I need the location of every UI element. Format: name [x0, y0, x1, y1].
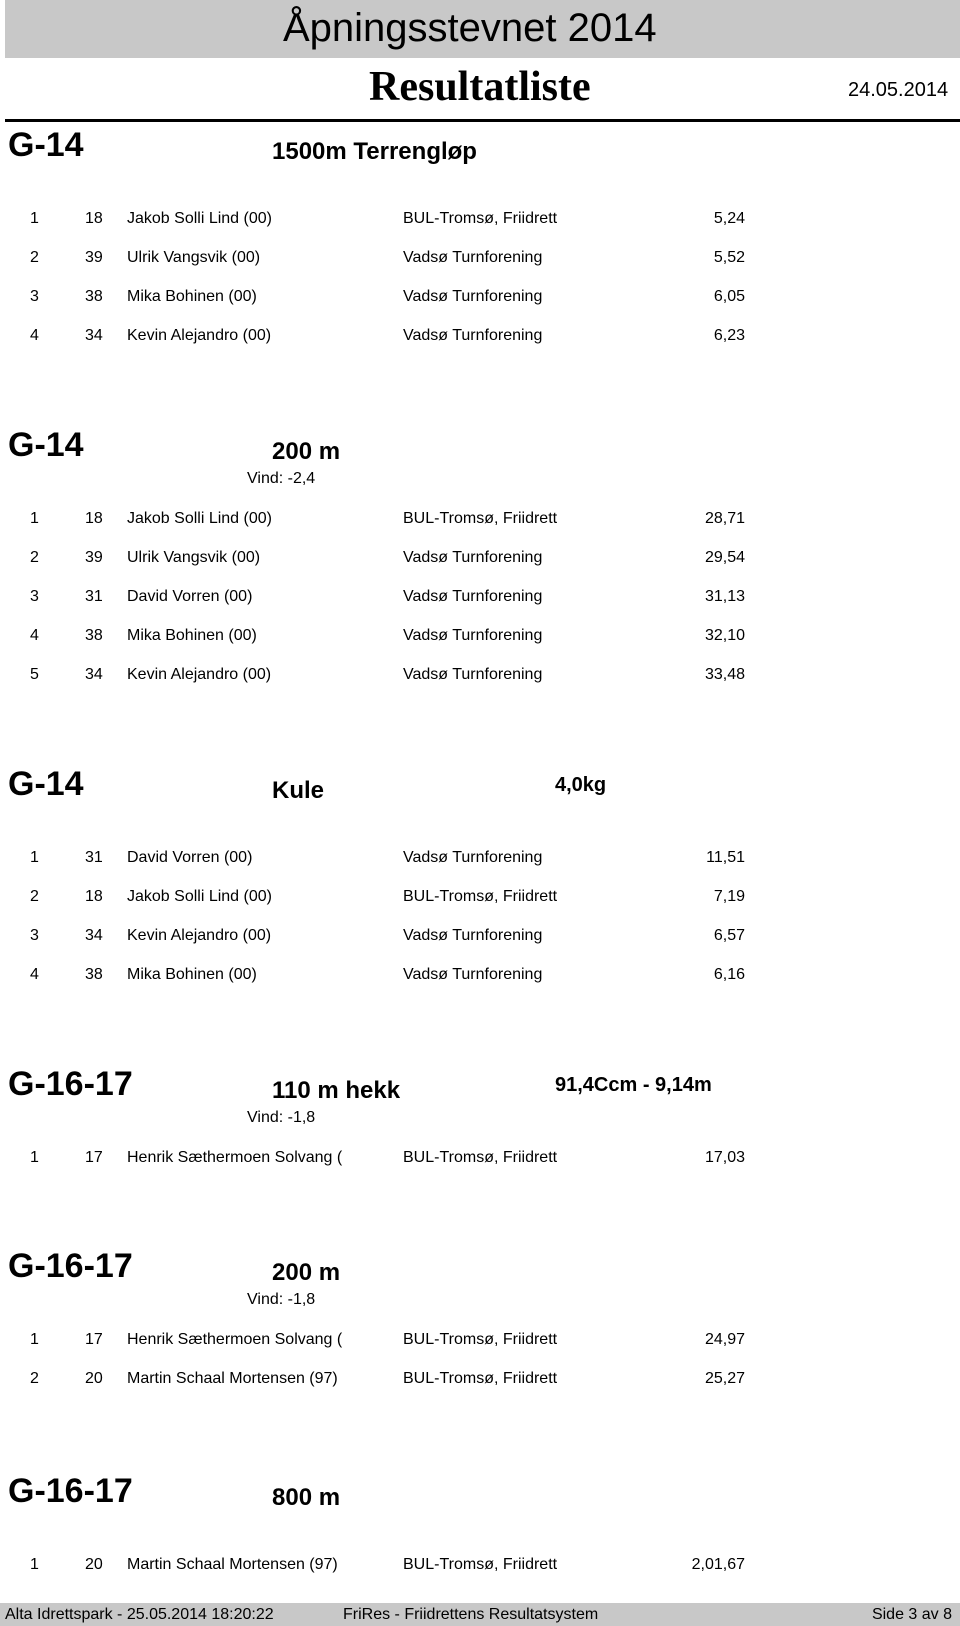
class-label: G-14	[8, 126, 84, 164]
club-name: Vadsø Turnforening	[403, 288, 543, 305]
club-name: Vadsø Turnforening	[403, 966, 543, 983]
athlete-name: Jakob Solli Lind (00)	[127, 888, 272, 905]
club-name: Vadsø Turnforening	[403, 927, 543, 944]
club-name: BUL-Tromsø, Friidrett	[403, 1331, 558, 1348]
athlete-name: Henrik Sæthermoen Solvang (	[127, 1331, 343, 1348]
document-title: Resultatliste	[369, 64, 591, 110]
bib-number: 18	[85, 210, 103, 227]
bib-number: 34	[85, 666, 103, 683]
athlete-name: Kevin Alejandro (00)	[127, 327, 272, 344]
bib-number: 18	[85, 510, 103, 527]
result-row	[0, 1554, 960, 1576]
result-row	[0, 586, 960, 608]
club-name: Vadsø Turnforening	[403, 666, 543, 683]
footer-bar	[0, 1603, 960, 1626]
footer-venue: Alta Idrettspark - 25.05.2014 18:20:22	[5, 1606, 274, 1623]
event-name: 1500m Terrengløp	[272, 138, 477, 165]
athlete-name: Mika Bohinen (00)	[127, 627, 257, 644]
club-name: Vadsø Turnforening	[403, 627, 543, 644]
bib-number: 39	[85, 549, 103, 566]
place: 3	[30, 288, 39, 305]
event-name: 200 m	[272, 438, 341, 465]
result-value: 6,23	[713, 327, 745, 344]
athlete-name: Jakob Solli Lind (00)	[127, 510, 272, 527]
athlete-name: Jakob Solli Lind (00)	[127, 210, 272, 227]
wind-reading: Vind: -2,4	[247, 470, 316, 487]
place: 5	[30, 666, 39, 683]
place: 4	[30, 327, 39, 344]
class-label: G-16-17	[8, 1065, 133, 1103]
place: 1	[30, 1331, 39, 1348]
place: 3	[30, 588, 39, 605]
place: 1	[30, 210, 39, 227]
place: 2	[30, 888, 39, 905]
athlete-name: Kevin Alejandro (00)	[127, 927, 272, 944]
result-value: 5,24	[713, 210, 745, 227]
result-row	[0, 847, 960, 869]
result-row	[0, 208, 960, 230]
class-label: G-16-17	[8, 1472, 133, 1510]
result-value: 6,16	[713, 966, 745, 983]
result-value: 6,57	[713, 927, 745, 944]
place: 3	[30, 927, 39, 944]
club-name: BUL-Tromsø, Friidrett	[403, 510, 558, 527]
result-value: 7,19	[713, 888, 745, 905]
place: 2	[30, 549, 39, 566]
result-row	[0, 508, 960, 530]
result-value: 17,03	[704, 1149, 745, 1166]
event-name: 200 m	[272, 1259, 341, 1286]
athlete-name: Ulrik Vangsvik (00)	[127, 249, 261, 266]
result-value: 5,52	[713, 249, 745, 266]
bib-number: 17	[85, 1331, 103, 1348]
place: 4	[30, 966, 39, 983]
result-value: 24,97	[704, 1331, 745, 1348]
result-value: 6,05	[713, 288, 745, 305]
result-value: 25,27	[704, 1370, 745, 1387]
bib-number: 38	[85, 627, 103, 644]
footer-page-number: Side 3 av 8	[871, 1606, 952, 1623]
club-name: Vadsø Turnforening	[403, 249, 543, 266]
class-label: G-14	[8, 765, 84, 803]
bib-number: 17	[85, 1149, 103, 1166]
event-name: Kule	[272, 777, 325, 804]
place: 4	[30, 627, 39, 644]
club-name: BUL-Tromsø, Friidrett	[403, 210, 558, 227]
result-value: 29,54	[704, 549, 745, 566]
event-name: 110 m hekk	[272, 1077, 401, 1104]
result-value: 32,10	[704, 627, 745, 644]
event-name: 800 m	[272, 1484, 341, 1511]
bib-number: 20	[85, 1370, 103, 1387]
bib-number: 34	[85, 327, 103, 344]
place: 1	[30, 849, 39, 866]
place: 2	[30, 249, 39, 266]
document-date: 24.05.2014	[848, 79, 949, 101]
result-row	[0, 625, 960, 647]
place: 1	[30, 1149, 39, 1166]
class-label: G-14	[8, 426, 84, 464]
result-row	[0, 286, 960, 308]
wind-reading: Vind: -1,8	[247, 1109, 316, 1126]
athlete-name: Mika Bohinen (00)	[127, 966, 257, 983]
bib-number: 18	[85, 888, 103, 905]
athlete-name: Mika Bohinen (00)	[127, 288, 257, 305]
athlete-name: David Vorren (00)	[127, 849, 253, 866]
bib-number: 34	[85, 927, 103, 944]
athlete-name: Henrik Sæthermoen Solvang (	[127, 1149, 343, 1166]
club-name: BUL-Tromsø, Friidrett	[403, 1556, 558, 1573]
result-value: 11,51	[706, 849, 745, 866]
result-value: 28,71	[704, 510, 745, 527]
result-row	[0, 1329, 960, 1351]
result-row	[0, 886, 960, 908]
club-name: Vadsø Turnforening	[403, 549, 543, 566]
bib-number: 39	[85, 249, 103, 266]
place: 1	[30, 1556, 39, 1573]
result-row	[0, 1147, 960, 1169]
result-row	[0, 547, 960, 569]
bib-number: 38	[85, 288, 103, 305]
result-value: 2,01,67	[691, 1556, 745, 1573]
athlete-name: Martin Schaal Mortensen (97)	[127, 1370, 338, 1387]
place: 1	[30, 510, 39, 527]
result-value: 33,48	[704, 666, 745, 683]
athlete-name: Kevin Alejandro (00)	[127, 666, 272, 683]
place: 2	[30, 1370, 39, 1387]
bib-number: 38	[85, 966, 103, 983]
result-row	[0, 964, 960, 986]
club-name: BUL-Tromsø, Friidrett	[403, 1370, 558, 1387]
result-row	[0, 247, 960, 269]
bib-number: 20	[85, 1556, 103, 1573]
implement-spec: 91,4Ccm - 9,14m	[555, 1074, 712, 1096]
bib-number: 31	[85, 588, 103, 605]
club-name: BUL-Tromsø, Friidrett	[403, 888, 558, 905]
result-row	[0, 325, 960, 347]
athlete-name: Martin Schaal Mortensen (97)	[127, 1556, 338, 1573]
header-divider	[5, 119, 960, 122]
footer-system: FriRes - Friidrettens Resultatsystem	[343, 1606, 599, 1623]
club-name: Vadsø Turnforening	[403, 849, 543, 866]
club-name: BUL-Tromsø, Friidrett	[403, 1149, 558, 1166]
club-name: Vadsø Turnforening	[403, 588, 543, 605]
club-name: Vadsø Turnforening	[403, 327, 543, 344]
result-value: 31,13	[704, 588, 745, 605]
result-row	[0, 664, 960, 686]
class-label: G-16-17	[8, 1247, 133, 1285]
result-row	[0, 925, 960, 947]
event-title: Åpningsstevnet 2014	[283, 6, 657, 50]
bib-number: 31	[85, 849, 103, 866]
athlete-name: David Vorren (00)	[127, 588, 253, 605]
implement-spec: 4,0kg	[555, 774, 607, 796]
athlete-name: Ulrik Vangsvik (00)	[127, 549, 261, 566]
result-row	[0, 1368, 960, 1390]
wind-reading: Vind: -1,8	[247, 1291, 316, 1308]
